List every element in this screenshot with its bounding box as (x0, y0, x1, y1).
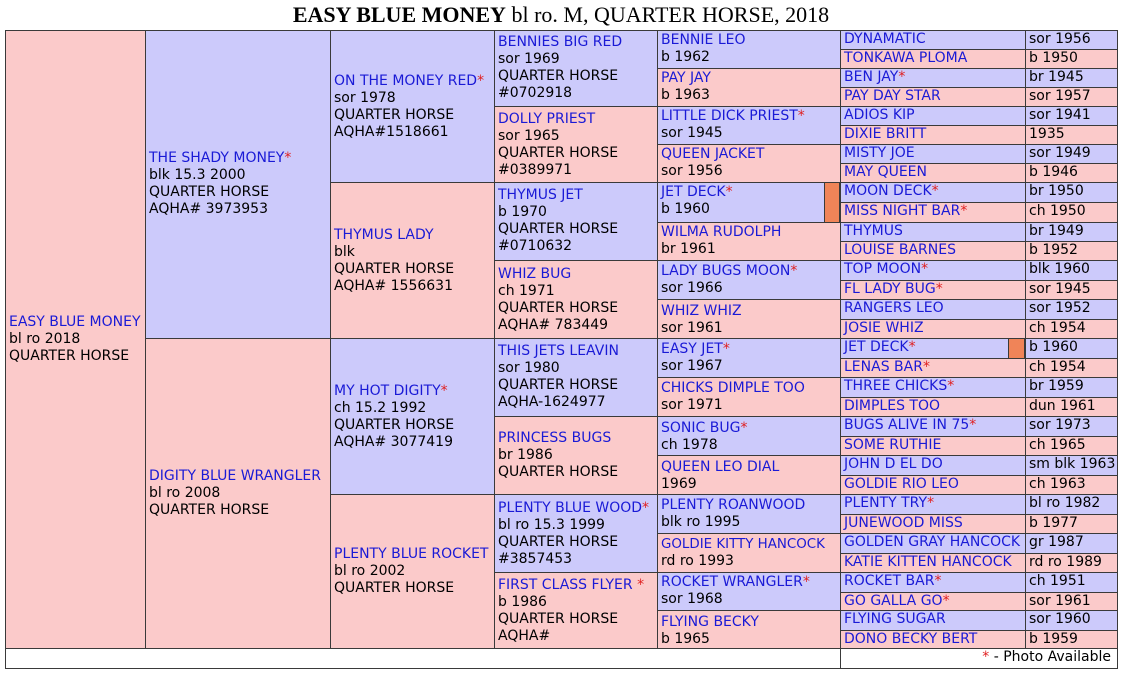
gen5-name-cell (840, 202, 1026, 223)
ancestor-name[interactable]: TOP MOON (844, 261, 922, 277)
photo-star-icon: * (722, 341, 730, 357)
ancestor-color-year: sor 1968 (661, 591, 723, 607)
ancestor-name[interactable]: MISS NIGHT BAR (844, 203, 961, 219)
ancestor-color-year: sor 1978 (334, 90, 396, 106)
ancestor-color-year: sor 1961 (1029, 593, 1091, 609)
ancestor-color-year: rd ro 1993 (661, 553, 734, 569)
gen5-year-cell (1025, 125, 1118, 145)
gen4-cell-11 (657, 416, 841, 456)
ancestor-name[interactable]: THYMUS (844, 223, 903, 239)
photo-star-icon: * (637, 577, 645, 593)
ancestor-color-year: sor 1960 (1029, 611, 1091, 627)
subject-cell (5, 30, 146, 649)
ancestor-breed: QUARTER HORSE (498, 464, 619, 480)
ancestor-breed: QUARTER HORSE (498, 534, 619, 550)
ancestor-name[interactable]: BEN JAY (844, 69, 899, 85)
highlight-swatch (1008, 338, 1025, 359)
gen5-year-cell (1025, 299, 1118, 320)
ancestor-breed: QUARTER HORSE (498, 221, 619, 237)
legend-text: - Photo Available (989, 649, 1111, 665)
gen5-name-cell (840, 299, 1026, 320)
ancestor-name[interactable]: JET DECK (661, 184, 726, 200)
ancestor-name[interactable]: WHIZ WHIZ (661, 303, 742, 319)
photo-star-icon: * (740, 420, 748, 436)
ancestor-name[interactable]: GOLDIE KITTY HANCOCK (661, 537, 825, 552)
gen4-cell-2 (657, 68, 841, 107)
gen3-cell-2 (494, 106, 658, 183)
ancestor-color-year: b 1977 (1029, 515, 1078, 531)
footer-left (5, 648, 841, 669)
gen5-name-cell (840, 49, 1026, 69)
gen3-cell-8 (494, 572, 658, 649)
ancestor-color-year: br 1961 (661, 241, 716, 257)
gen5-name-cell (840, 630, 1026, 650)
photo-star-icon: * (942, 593, 950, 609)
ancestor-color-year: sor 1965 (498, 128, 560, 144)
ancestor-name[interactable]: PAY DAY STAR (844, 88, 941, 104)
gen5-year-cell (1025, 397, 1118, 417)
ancestor-name[interactable]: FLYING BECKY (661, 614, 759, 630)
ancestor-color-year: b 1965 (661, 631, 710, 647)
ancestor-color-year: blk 1960 (1029, 261, 1090, 277)
dam-name[interactable]: DIGITY BLUE WRANGLER (149, 468, 321, 484)
ancestor-breed: QUARTER HORSE (498, 145, 619, 161)
gen4-cell-3 (657, 106, 841, 145)
gen3-cell-5 (494, 338, 658, 417)
ancestor-color-year: bl ro 1982 (1029, 495, 1101, 511)
ancestor-name[interactable]: JET DECK (844, 339, 909, 355)
ancestor-name[interactable]: BENNIE LEO (661, 32, 746, 48)
gen5-year-cell (1025, 630, 1118, 650)
ancestor-name[interactable]: GOLDEN GRAY HANCOCK (844, 534, 1021, 550)
ancestor-registration: AQHA# 1556631 (334, 278, 453, 294)
gen5-name-cell (840, 533, 1026, 554)
ancestor-name[interactable]: DIXIE BRITT (844, 126, 927, 142)
ancestor-color-year: bl ro 2002 (334, 563, 406, 579)
ancestor-name[interactable]: QUEEN JACKET (661, 146, 765, 162)
gen5-year-cell (1025, 144, 1118, 164)
ancestor-color-year: b 1962 (661, 49, 710, 65)
ancestor-name[interactable]: LOUISE BARNES (844, 242, 956, 258)
gen5-name-cell (840, 144, 1026, 164)
gen5-name-cell (840, 455, 1026, 476)
ancestor-color-year: sor 1971 (661, 397, 723, 413)
gen4-cell-15 (657, 572, 841, 611)
gen5-name-cell (840, 106, 1026, 126)
ancestor-name[interactable]: WILMA RUDOLPH (661, 224, 782, 240)
ancestor-color-year: br 1986 (498, 447, 553, 463)
gen5-name-cell (840, 319, 1026, 339)
gen5-year-cell (1025, 610, 1118, 631)
gen5-name-cell (840, 87, 1026, 107)
gen5-name-cell (840, 30, 1026, 50)
ancestor-registration: AQHA#1518661 (334, 124, 449, 140)
gen5-year-cell (1025, 260, 1118, 281)
ancestor-registration: AQHA-1624977 (498, 394, 606, 410)
ancestor-name[interactable]: PRINCESS BUGS (498, 430, 612, 446)
ancestor-name[interactable]: LENAS BAR (844, 359, 923, 375)
gen5-year-cell (1025, 68, 1118, 88)
ancestor-color-year: b 1952 (1029, 242, 1078, 258)
ancestor-color-year: b 1959 (1029, 631, 1078, 647)
ancestor-name[interactable]: MOON DECK (844, 183, 932, 199)
ancestor-name[interactable]: KATIE KITTEN HANCOCK (844, 554, 1012, 570)
ancestor-name[interactable]: PLENTY ROANWOOD (661, 497, 806, 513)
gen5-year-cell (1025, 572, 1118, 593)
ancestor-color-year: br 1959 (1029, 378, 1084, 394)
gen2-cell-1 (330, 30, 495, 183)
gen3-cell-7 (494, 494, 658, 573)
ancestor-registration: AQHA# (498, 628, 551, 644)
gen4-cell-6 (657, 222, 841, 261)
ancestor-name[interactable]: MAY QUEEN (844, 164, 928, 180)
gen3-cell-3 (494, 182, 658, 261)
ancestor-color-year: blk (334, 244, 355, 260)
gen5-name-cell (840, 280, 1026, 300)
ancestor-color-year: sor 1973 (1029, 417, 1091, 433)
footer-legend (840, 648, 1118, 669)
gen5-year-cell (1025, 30, 1118, 50)
photo-star-icon: * (797, 108, 805, 124)
ancestor-color-year: ch 1978 (661, 437, 718, 453)
ancestor-color-year: br 1945 (1029, 69, 1084, 85)
gen5-name-cell (840, 416, 1026, 437)
gen5-year-cell (1025, 49, 1118, 69)
ancestor-color-year: bl ro 15.3 1999 (498, 517, 605, 533)
gen4-cell-13 (657, 494, 841, 534)
gen5-year-cell (1025, 280, 1118, 300)
gen5-year-cell (1025, 87, 1118, 107)
ancestor-name[interactable]: THYMUS JET (498, 187, 583, 203)
gen5-year-cell (1025, 182, 1118, 203)
photo-star-icon: * (725, 184, 733, 200)
gen5-name-cell (840, 222, 1026, 242)
ancestor-color-year: ch 1963 (1029, 476, 1086, 492)
gen5-year-cell (1025, 475, 1118, 495)
ancestor-color-year: sor 1969 (498, 51, 560, 67)
ancestor-registration: AQHA# 3077419 (334, 434, 453, 450)
ancestor-registration: AQHA# 783449 (498, 317, 609, 333)
gen4-cell-10 (657, 377, 841, 417)
photo-star-icon: * (982, 649, 990, 665)
ancestor-name[interactable]: SOME RUTHIE (844, 437, 942, 453)
ancestor-color-year: blk ro 1995 (661, 514, 741, 530)
ancestor-color-year: sm blk 1963 (1029, 456, 1116, 472)
ancestor-registration: #0710632 (498, 238, 573, 254)
ancestor-name[interactable]: LITTLE DICK PRIEST (661, 108, 798, 124)
gen4-cell-12 (657, 455, 841, 495)
ancestor-registration: #0702918 (498, 85, 573, 101)
ancestor-name[interactable]: EASY JET (661, 341, 723, 357)
ancestor-name[interactable]: DONO BECKY BERT (844, 631, 978, 647)
ancestor-breed: QUARTER HORSE (498, 377, 619, 393)
gen5-name-cell (840, 572, 1026, 593)
sire-color-year: blk 15.3 2000 (149, 167, 246, 183)
gen3-cell-6 (494, 416, 658, 495)
ancestor-color-year: b 1960 (1029, 339, 1078, 355)
ancestor-name[interactable]: THREE CHICKS (844, 378, 948, 394)
ancestor-name[interactable]: ON THE MONEY RED (334, 73, 478, 89)
gen5-year-cell (1025, 436, 1118, 456)
photo-star-icon: * (934, 573, 942, 589)
subject-name[interactable]: EASY BLUE MONEY (9, 314, 141, 330)
gen5-name-cell (840, 494, 1026, 515)
dam-color-year: bl ro 2008 (149, 485, 221, 501)
ancestor-name[interactable]: PAY JAY (661, 70, 711, 86)
ancestor-name[interactable]: BUGS ALIVE IN 75 (844, 417, 970, 433)
gen5-name-cell (840, 475, 1026, 495)
photo-star-icon: * (908, 339, 916, 355)
gen5-name-cell (840, 397, 1026, 417)
gen3-cell-4 (494, 260, 658, 339)
ancestor-name[interactable]: DIMPLES TOO (844, 398, 941, 414)
ancestor-color-year: ch 1971 (498, 283, 555, 299)
ancestor-color-year: sor 1961 (661, 320, 723, 336)
ancestor-color-year: rd ro 1989 (1029, 554, 1102, 570)
photo-star-icon: * (927, 495, 935, 511)
ancestor-breed: QUARTER HORSE (498, 68, 619, 84)
gen5-name-cell (840, 125, 1026, 145)
ancestor-color-year: ch 15.2 1992 (334, 400, 427, 416)
sire-cell (145, 30, 331, 339)
photo-star-icon: * (960, 203, 968, 219)
photo-star-icon: * (790, 263, 798, 279)
photo-star-icon: * (898, 69, 906, 85)
ancestor-color-year: sor 1945 (661, 125, 723, 141)
photo-star-icon: * (642, 500, 650, 516)
ancestor-color-year: sor 1956 (661, 163, 723, 179)
title-details: bl ro. M, QUARTER HORSE, 2018 (505, 2, 830, 27)
photo-star-icon: * (440, 383, 448, 399)
gen5-year-cell (1025, 202, 1118, 223)
gen3-cell-1 (494, 30, 658, 107)
ancestor-name[interactable]: MISTY JOE (844, 145, 915, 161)
gen5-name-cell (840, 610, 1026, 631)
ancestor-color-year: 1969 (661, 476, 697, 492)
photo-star-icon: * (931, 183, 939, 199)
ancestor-color-year: dun 1961 (1029, 398, 1096, 414)
gen5-name-cell (840, 436, 1026, 456)
photo-star-icon: * (935, 281, 943, 297)
gen2-cell-3 (330, 338, 495, 495)
gen5-year-cell (1025, 533, 1118, 554)
ancestor-color-year: b 1963 (661, 87, 710, 103)
gen5-year-cell (1025, 455, 1118, 476)
gen5-year-cell (1025, 106, 1118, 126)
ancestor-name[interactable]: WHIZ BUG (498, 266, 572, 282)
dam-cell (145, 338, 331, 649)
gen5-year-cell (1025, 416, 1118, 437)
ancestor-breed: QUARTER HORSE (334, 417, 455, 433)
ancestor-name[interactable]: RANGERS LEO (844, 300, 944, 316)
ancestor-name[interactable]: GO GALLA GO (844, 593, 943, 609)
ancestor-color-year: sor 1957 (1029, 88, 1091, 104)
gen5-year-cell (1025, 553, 1118, 573)
gen5-year-cell (1025, 163, 1118, 183)
sire-breed: QUARTER HORSE (149, 184, 270, 200)
ancestor-name[interactable]: PLENTY TRY (844, 495, 928, 511)
ancestor-registration: #0389971 (498, 162, 573, 178)
photo-legend (982, 649, 1111, 666)
dam-breed: QUARTER HORSE (149, 502, 270, 518)
gen5-year-cell (1025, 319, 1118, 339)
ancestor-name[interactable]: FLYING SUGAR (844, 611, 946, 627)
ancestor-name[interactable]: MY HOT DIGITY (334, 383, 441, 399)
ancestor-name[interactable]: ROCKET BAR (844, 573, 935, 589)
gen5-name-cell (840, 182, 1026, 203)
ancestor-name[interactable]: ROCKET WRANGLER (661, 574, 803, 590)
gen4-cell-8 (657, 299, 841, 339)
photo-star-icon: * (921, 261, 929, 277)
gen5-year-cell (1025, 494, 1118, 515)
ancestor-name[interactable]: TONKAWA PLOMA (844, 50, 968, 66)
ancestor-name[interactable]: DYNAMATIC (844, 31, 926, 47)
ancestor-breed: QUARTER HORSE (334, 580, 455, 596)
ancestor-name[interactable]: PLENTY BLUE WOOD (498, 500, 643, 516)
ancestor-color-year: br 1950 (1029, 183, 1084, 199)
photo-star-icon: * (802, 574, 810, 590)
ancestor-color-year: gr 1987 (1029, 534, 1084, 550)
gen4-cell-16 (657, 610, 841, 649)
ancestor-color-year: 1935 (1029, 126, 1065, 142)
ancestor-name[interactable]: GOLDIE RIO LEO (844, 476, 959, 492)
gen5-year-cell (1025, 222, 1118, 242)
sire-name[interactable]: THE SHADY MONEY (149, 150, 285, 166)
ancestor-color-year: b 1960 (661, 201, 710, 217)
ancestor-name[interactable]: JUNEWOOD MISS (844, 515, 963, 531)
ancestor-color-year: sor 1967 (661, 358, 723, 374)
photo-star-icon: * (477, 73, 485, 89)
ancestor-name[interactable]: JOSIE WHIZ (844, 320, 924, 336)
ancestor-name[interactable]: SONIC BUG (661, 420, 741, 436)
ancestor-color-year: br 1949 (1029, 223, 1084, 239)
gen5-year-cell (1025, 358, 1118, 378)
gen4-cell-14 (657, 533, 841, 573)
ancestor-color-year: b 1970 (498, 204, 547, 220)
gen4-cell-5 (657, 182, 841, 223)
ancestor-color-year: b 1950 (1029, 50, 1078, 66)
ancestor-name[interactable]: FL LADY BUG (844, 281, 936, 297)
ancestor-breed: QUARTER HORSE (334, 107, 455, 123)
ancestor-color-year: sor 1941 (1029, 107, 1091, 123)
subject-breed: QUARTER HORSE (9, 348, 130, 364)
ancestor-color-year: sor 1980 (498, 360, 560, 376)
ancestor-name[interactable]: DOLLY PRIEST (498, 111, 596, 127)
gen5-year-cell (1025, 338, 1118, 359)
ancestor-color-year: ch 1954 (1029, 320, 1086, 336)
ancestor-name[interactable]: THIS JETS LEAVIN (498, 343, 619, 359)
ancestor-color-year: ch 1951 (1029, 573, 1086, 589)
ancestor-color-year: sor 1952 (1029, 300, 1091, 316)
gen2-cell-2 (330, 182, 495, 339)
gen5-name-cell (840, 260, 1026, 281)
ancestor-color-year: sor 1945 (1029, 281, 1091, 297)
gen4-cell-9 (657, 338, 841, 378)
ancestor-name[interactable]: BENNIES BIG RED (498, 34, 623, 50)
subject-color-year: bl ro 2018 (9, 331, 81, 347)
highlight-swatch (824, 182, 840, 223)
gen5-name-cell (840, 68, 1026, 88)
title-horse-name: EASY BLUE MONEY (292, 2, 506, 27)
ancestor-name[interactable]: JOHN D EL DO (844, 456, 943, 472)
photo-star-icon: * (284, 150, 292, 166)
page-title (0, 2, 1122, 28)
gen4-cell-4 (657, 144, 841, 183)
gen5-year-cell (1025, 241, 1118, 261)
ancestor-color-year: ch 1965 (1029, 437, 1086, 453)
gen4-cell-1 (657, 30, 841, 69)
gen5-name-cell (840, 358, 1026, 378)
gen5-year-cell (1025, 377, 1118, 398)
gen5-name-cell (840, 592, 1026, 611)
ancestor-name[interactable]: THYMUS LADY (334, 227, 434, 243)
photo-star-icon: * (969, 417, 977, 433)
ancestor-name[interactable]: ADIOS KIP (844, 107, 915, 123)
ancestor-breed: QUARTER HORSE (498, 611, 619, 627)
gen5-name-cell (840, 553, 1026, 573)
photo-star-icon: * (947, 378, 955, 394)
gen2-cell-4 (330, 494, 495, 649)
ancestor-color-year: ch 1950 (1029, 203, 1086, 219)
gen5-year-cell (1025, 592, 1118, 611)
ancestor-color-year: b 1946 (1029, 164, 1078, 180)
ancestor-color-year: sor 1956 (1029, 31, 1091, 47)
ancestor-name[interactable]: FIRST CLASS FLYER (498, 577, 638, 593)
photo-star-icon: * (922, 359, 930, 375)
ancestor-color-year: sor 1966 (661, 280, 723, 296)
ancestor-breed: QUARTER HORSE (498, 300, 619, 316)
ancestor-breed: QUARTER HORSE (334, 261, 455, 277)
sire-registration: AQHA# 3973953 (149, 201, 268, 217)
ancestor-name[interactable]: PLENTY BLUE ROCKET (334, 546, 489, 562)
gen4-cell-7 (657, 260, 841, 300)
gen5-name-cell (840, 514, 1026, 534)
gen5-year-cell (1025, 514, 1118, 534)
ancestor-name[interactable]: LADY BUGS MOON (661, 263, 791, 279)
gen5-name-cell (840, 338, 1026, 359)
ancestor-color-year: b 1986 (498, 594, 547, 610)
gen5-name-cell (840, 377, 1026, 398)
gen5-name-cell (840, 241, 1026, 261)
ancestor-color-year: ch 1954 (1029, 359, 1086, 375)
ancestor-registration: #3857453 (498, 551, 573, 567)
ancestor-color-year: sor 1949 (1029, 145, 1091, 161)
gen5-name-cell (840, 163, 1026, 183)
ancestor-name[interactable]: QUEEN LEO DIAL (661, 459, 780, 475)
ancestor-name[interactable]: CHICKS DIMPLE TOO (661, 380, 805, 396)
